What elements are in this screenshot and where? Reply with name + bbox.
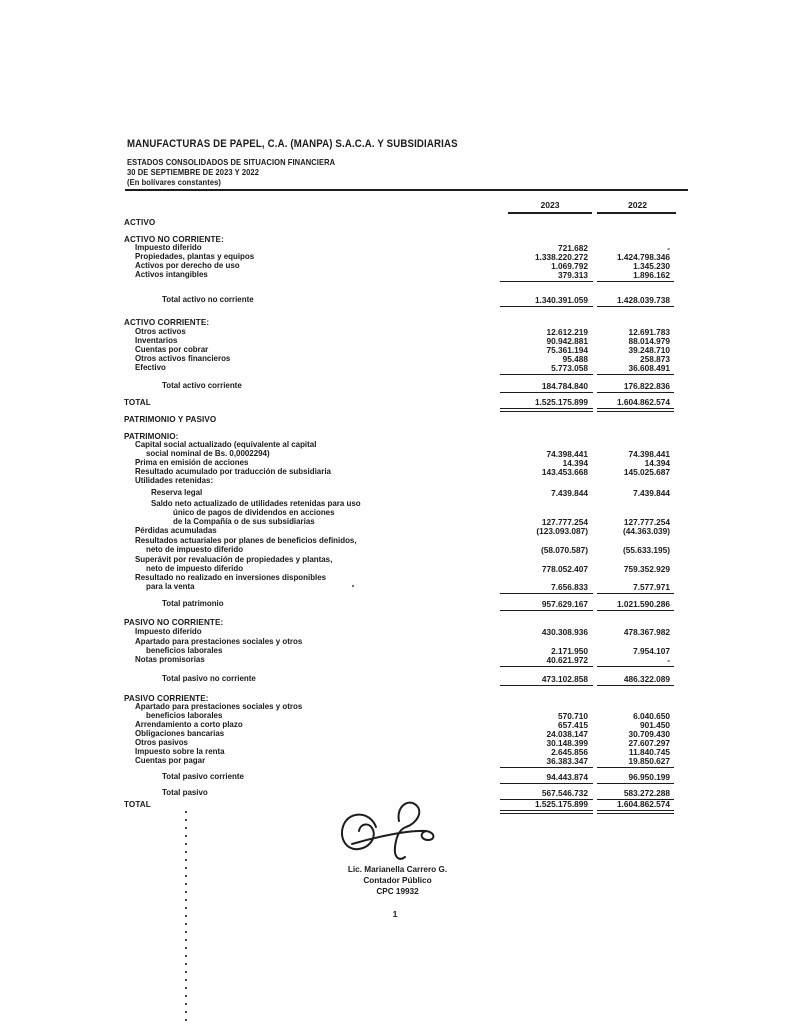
row-label: Propiedades, plantas y equipos <box>135 252 255 261</box>
signer-name: Lic. Marianella Carrero G. <box>347 865 448 874</box>
column-rule <box>500 666 593 667</box>
row-label: Otros activos financieros <box>135 354 231 363</box>
row-label: Otros pasivos <box>135 738 188 747</box>
column-rule <box>500 306 593 307</box>
row-value-2023: 570.710 <box>558 711 588 721</box>
scan-speckle <box>352 585 354 587</box>
row-value-2022: 39.248.710 <box>628 345 670 355</box>
row-value-2022: 258.873 <box>640 354 670 364</box>
row-value-2023: 94.443.874 <box>546 772 588 782</box>
row-value-2022: 11.840.745 <box>628 747 670 757</box>
row-value-2022: - <box>667 243 670 253</box>
row-label: Notas promisorias <box>135 655 205 664</box>
section-heading-row <box>0 414 791 430</box>
row-label: Cuentas por cobrar <box>135 345 209 354</box>
row-label: Capital social actualizado (equivalente al capital <box>135 440 317 449</box>
statement-row <box>0 270 791 286</box>
row-value-2023: 40.621.972 <box>546 655 588 665</box>
row-value-2023: 2.645.856 <box>551 747 588 757</box>
page-number: 1 <box>392 909 398 919</box>
row-label: ACTIVO CORRIENTE: <box>124 317 210 327</box>
row-value-2023: 12.612.219 <box>546 327 588 337</box>
column-rule <box>500 392 593 393</box>
row-value-2022: 12.691.783 <box>628 327 670 337</box>
total-row <box>0 397 791 413</box>
row-value-2023: 1.340.391.059 <box>534 295 588 305</box>
row-label: Total pasivo corriente <box>162 772 244 781</box>
row-value-2023: 957.629.167 <box>541 599 588 609</box>
column-header-2022-underline <box>597 212 676 214</box>
row-label: Total pasivo no corriente <box>162 674 256 683</box>
row-label: TOTAL <box>124 799 151 809</box>
row-label: Impuesto sobre la renta <box>135 747 225 756</box>
row-value-2023: 721.682 <box>558 243 588 253</box>
total-row <box>0 599 791 615</box>
row-label: PASIVO CORRIENTE: <box>124 693 209 703</box>
row-label: Impuesto diferido <box>135 627 202 636</box>
row-value-2023: 74.398.441 <box>546 449 588 459</box>
row-label: Resultados actuariales por planes de beneficios definidos, <box>135 536 357 545</box>
row-value-2023: 657.415 <box>558 720 588 730</box>
row-value-2022: 27.607.297 <box>628 738 670 748</box>
row-value-2023: 430.308.936 <box>541 627 588 637</box>
row-label: Arrendamiento a corto plazo <box>135 720 243 729</box>
row-label: Obligaciones bancarias <box>135 729 225 738</box>
column-rule <box>597 813 674 814</box>
signer-title: Contador Público <box>363 876 432 885</box>
row-value-2022: 14.394 <box>644 458 670 468</box>
row-value-2022: 7.577.971 <box>633 582 670 592</box>
fold-dotted-line <box>185 811 187 1024</box>
row-label: Cuentas por pagar <box>135 756 206 765</box>
header-rule <box>125 189 688 191</box>
column-rule <box>597 610 674 611</box>
row-value-2023: 184.784.840 <box>541 381 588 391</box>
row-value-2022: (44.363.039) <box>622 526 670 536</box>
column-rule <box>500 411 593 412</box>
row-value-2023: 127.777.254 <box>541 517 588 527</box>
row-value-2022: 478.367.982 <box>623 627 670 637</box>
column-rule <box>500 593 593 594</box>
row-value-2022: 901.450 <box>640 720 670 730</box>
row-value-2022: 486.322.089 <box>623 674 670 684</box>
row-value-2023: 1.069.792 <box>551 261 588 271</box>
row-label: Apartado para prestaciones sociales y otros <box>135 702 303 711</box>
row-value-2022: 7.954.107 <box>633 646 670 656</box>
column-rule <box>500 767 593 768</box>
column-rule <box>500 281 593 282</box>
row-label: Resultado no realizado en inversiones disponibles <box>135 573 327 582</box>
row-value-2023: 30.148.399 <box>546 738 588 748</box>
column-rule <box>597 810 674 811</box>
row-value-2023: 1.525.175.899 <box>534 397 588 407</box>
row-value-2022: 1.345.230 <box>633 261 670 271</box>
row-value-2023: 778.052.407 <box>541 564 588 574</box>
row-label: Saldo neto actualizado de utilidades retenidas para uso <box>151 499 361 508</box>
row-label: Total pasivo <box>162 788 208 797</box>
row-label: ACTIVO NO CORRIENTE: <box>124 234 224 244</box>
column-header-2022: 2022 <box>627 200 648 210</box>
column-rule <box>500 783 593 784</box>
total-row <box>0 381 791 397</box>
statement-row <box>0 655 791 671</box>
row-label: Total activo corriente <box>162 381 242 390</box>
row-label: de la Compañía o de sus subsidiarias <box>173 517 315 526</box>
row-value-2022: 145.025.687 <box>623 467 670 477</box>
row-label: beneficios laborales <box>146 646 223 655</box>
row-value-2023: 473.102.858 <box>541 674 588 684</box>
column-rule <box>597 408 674 409</box>
row-label: para la venta <box>146 582 195 591</box>
statement-row <box>0 582 791 598</box>
row-value-2023: 567.546.732 <box>541 788 588 798</box>
row-value-2022: 19.850.627 <box>628 756 670 766</box>
row-label: Reserva legal <box>151 488 203 497</box>
row-label: ACTIVO <box>124 217 156 227</box>
row-label: Superávit por revaluación de propiedades y plantas, <box>135 555 333 564</box>
statement-period: 30 DE SEPTIEMBRE DE 2023 Y 2022 <box>127 167 259 177</box>
row-value-2023: 7.656.833 <box>551 582 588 592</box>
row-value-2022: 1.021.590.286 <box>616 599 670 609</box>
row-label: neto de impuesto diferido <box>146 564 244 573</box>
row-label: PATRIMONIO Y PASIVO <box>124 414 217 424</box>
row-value-2023: 24.038.147 <box>546 729 588 739</box>
row-value-2022: 759.352.929 <box>623 564 670 574</box>
row-label: beneficios laborales <box>146 711 223 720</box>
row-value-2023: 143.453.668 <box>541 467 588 477</box>
total-row <box>0 772 791 788</box>
statement-row <box>0 756 791 772</box>
row-label: Utilidades retenidas: <box>135 476 214 485</box>
row-value-2023: 5.773.058 <box>551 363 588 373</box>
column-rule <box>597 685 674 686</box>
column-rule <box>597 767 674 768</box>
row-value-2022: 1.424.798.346 <box>616 252 670 262</box>
row-value-2022: 36.608.491 <box>628 363 670 373</box>
row-value-2023: 90.942.881 <box>546 336 588 346</box>
row-value-2022: 583.272.288 <box>623 788 670 798</box>
column-rule <box>500 813 593 814</box>
section-heading-row <box>0 217 791 233</box>
row-value-2023: 36.383.347 <box>546 756 588 766</box>
column-header-2023: 2023 <box>540 200 560 210</box>
column-rule <box>500 374 593 375</box>
row-label: social nominal de Bs. 0,0002294) <box>146 449 270 458</box>
row-value-2023: 2.171.950 <box>551 646 588 656</box>
row-value-2022: 1.428.039.738 <box>616 295 670 305</box>
row-label: Activos por derecho de uso <box>135 261 240 270</box>
row-value-2023: 75.361.194 <box>546 345 588 355</box>
row-value-2023: 7.439.844 <box>551 488 588 498</box>
column-rule <box>597 593 674 594</box>
statement-title: ESTADOS CONSOLIDADOS DE SITUACION FINANCIERA <box>127 157 336 167</box>
total-row <box>0 295 791 311</box>
row-label: Impuesto diferido <box>135 243 202 252</box>
row-label: Total patrimonio <box>162 599 224 608</box>
row-value-2022: 176.822.836 <box>623 381 670 391</box>
signature-flourish <box>336 797 454 871</box>
row-label: Activos intangibles <box>135 270 208 279</box>
row-value-2022: 1.604.862.574 <box>616 799 670 809</box>
column-rule <box>500 810 593 811</box>
row-label: Prima en emisión de acciones <box>135 458 249 467</box>
column-rule <box>597 411 674 412</box>
row-label: PASIVO NO CORRIENTE: <box>124 617 224 627</box>
column-rule <box>597 666 674 667</box>
row-value-2022: 6.040.650 <box>633 711 670 721</box>
row-value-2022: (55.633.195) <box>622 545 670 555</box>
row-value-2022: - <box>667 655 670 665</box>
row-value-2022: 88.014.979 <box>628 336 670 346</box>
row-label: PATRIMONIO: <box>124 431 179 441</box>
column-rule <box>597 783 674 784</box>
column-rule <box>597 281 674 282</box>
signer-license: CPC 19932 <box>376 887 419 896</box>
row-label: Resultado acumulado por traducción de subsidiaria <box>135 467 331 476</box>
row-value-2023: (123.093.087) <box>536 526 588 536</box>
row-value-2022: 96.950.199 <box>628 772 670 782</box>
column-rule <box>500 610 593 611</box>
row-value-2023: 1.338.220.272 <box>534 252 588 262</box>
row-label: Total activo no corriente <box>162 295 254 304</box>
total-row <box>0 674 791 690</box>
row-value-2022: 1.604.862.574 <box>616 397 670 407</box>
row-value-2022: 127.777.254 <box>623 517 670 527</box>
row-value-2023: (58.070.587) <box>540 545 588 555</box>
row-label: neto de impuesto diferido <box>146 545 244 554</box>
statement-row <box>0 363 791 379</box>
currency-note: (En bolívares constantes) <box>127 177 221 187</box>
row-label: TOTAL <box>124 397 151 407</box>
row-label: Pérdidas acumuladas <box>135 526 217 535</box>
row-label: Otros activos <box>135 327 186 336</box>
column-rule <box>597 392 674 393</box>
row-label: Apartado para prestaciones sociales y otros <box>135 637 303 646</box>
row-label: Inventarios <box>135 336 178 345</box>
company-name: MANUFACTURAS DE PAPEL, C.A. (MANPA) S.A.C.A. Y SUBSIDIARIAS <box>127 138 458 150</box>
row-value-2023: 1.525.175.899 <box>534 799 588 809</box>
row-label: Efectivo <box>135 363 166 372</box>
column-rule <box>597 374 674 375</box>
row-value-2023: 95.488 <box>562 354 588 364</box>
column-rule <box>597 306 674 307</box>
row-value-2023: 14.394 <box>562 458 588 468</box>
row-value-2022: 74.398.441 <box>628 449 670 459</box>
row-label: único de pagos de dividendos en acciones <box>173 508 335 517</box>
row-value-2022: 30.709.430 <box>628 729 670 739</box>
column-rule <box>500 685 593 686</box>
column-header-2023-underline <box>508 212 592 214</box>
row-value-2023: 379.313 <box>558 270 588 280</box>
row-value-2022: 1.896.162 <box>633 270 670 280</box>
column-rule <box>500 408 593 409</box>
row-value-2022: 7.439.844 <box>633 488 670 498</box>
